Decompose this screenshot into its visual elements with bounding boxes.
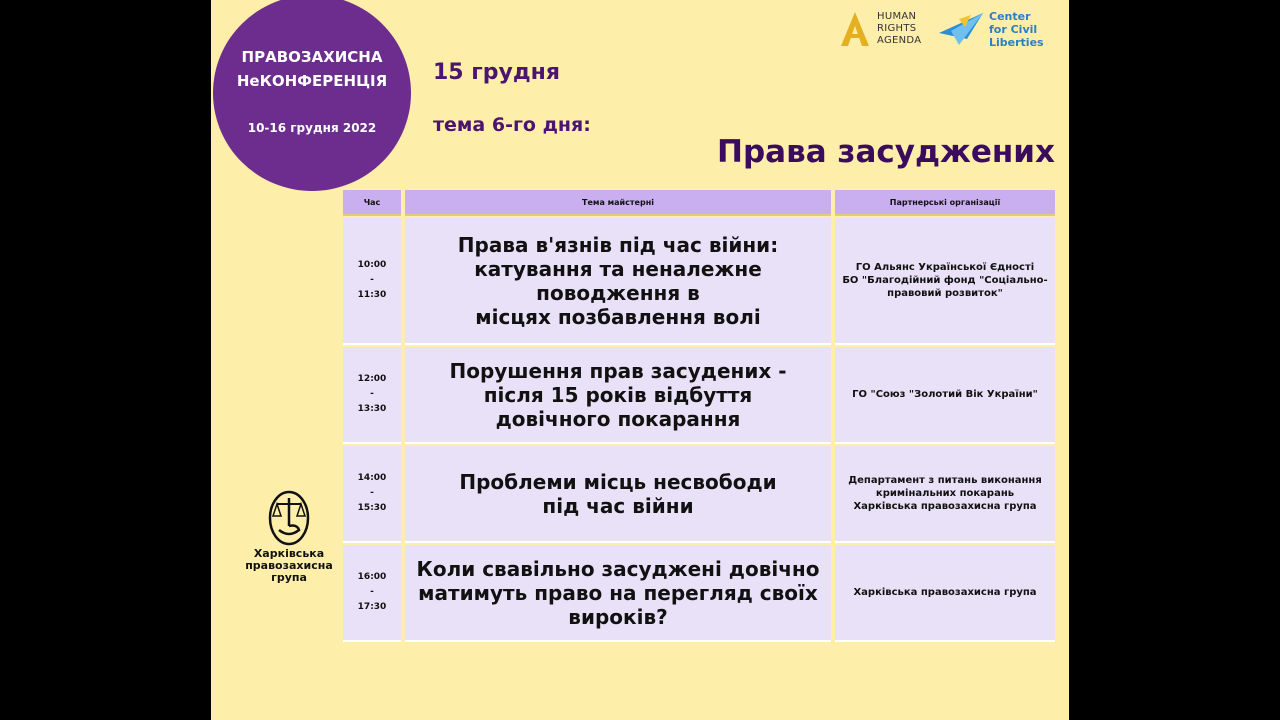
khpg-text-2: правозахисна (245, 559, 333, 572)
header-topic: Тема майстерні (405, 190, 831, 216)
row-3-time (343, 446, 401, 543)
center-civil-liberties-logo (937, 6, 1044, 52)
row-1-time-start: 10:00 (357, 260, 387, 270)
badge-line-1: ПРАВОЗАХИСНА (241, 48, 383, 66)
row-3-partner-2: Харківська правозахисна група (853, 501, 1037, 512)
ccl-text-1: Center (989, 9, 1031, 23)
row-4-topic (405, 545, 831, 642)
row-2-partner-1: ГО "Союз "Золотий Вік України" (852, 389, 1038, 400)
row-3-topic-line-2: під час війни (542, 493, 694, 518)
ccl-bird-icon (937, 9, 985, 49)
row-1-time-end: 11:30 (357, 290, 387, 300)
row-4-topic-line-1: Коли свавільно засуджені довічно (416, 556, 820, 581)
row-2-partners (835, 347, 1055, 444)
row-1-time (343, 218, 401, 345)
row-1-partners (835, 218, 1055, 345)
row-1-partner-1: ГО Альянс Української Єдності (855, 262, 1035, 273)
row-4-time-start: 16:00 (357, 572, 387, 582)
hra-text-3: AGENDA (877, 35, 922, 46)
row-2-topic (405, 347, 831, 444)
conference-badge (213, 0, 411, 191)
row-3-topic (405, 446, 831, 543)
row-2-time (343, 347, 401, 444)
hra-text-2: RIGHTS (877, 23, 917, 34)
kharkiv-human-rights-group-logo (239, 490, 339, 584)
khpg-text-3: група (271, 571, 307, 584)
row-4-time-end: 17:30 (357, 602, 387, 612)
khpg-text-1: Харківська (253, 547, 325, 560)
header-partners: Партнерські організації (835, 190, 1055, 216)
row-3-time-dash: - (370, 488, 374, 498)
row-1-topic-line-3: поводження в (536, 280, 700, 305)
row-4-partner-1: Харківська правозахисна група (853, 587, 1037, 598)
row-3-time-end: 15:30 (357, 503, 387, 513)
khpg-emblem-icon (267, 490, 311, 546)
day-date: 15 грудня (433, 60, 560, 85)
ccl-text-2: for Civil (989, 22, 1038, 36)
row-1-topic-line-1: Права в'язнів під час війни: (457, 232, 779, 257)
row-4-time (343, 545, 401, 642)
header-time: Час (343, 190, 401, 216)
theme-label: тема 6-го дня: (433, 114, 591, 136)
row-3-partners (835, 446, 1055, 543)
theme-title: Права засуджених (717, 134, 1055, 170)
row-2-time-start: 12:00 (357, 374, 387, 384)
badge-line-2: НеКОНФЕРЕНЦІЯ (236, 72, 388, 90)
slide (211, 0, 1069, 720)
row-4-topic-line-3: вироків? (568, 604, 668, 629)
row-3-topic-line-1: Проблеми місць несвободи (459, 469, 777, 494)
row-2-time-dash: - (370, 389, 374, 399)
hra-a-icon (839, 10, 871, 48)
row-2-topic-line-3: довічного покарання (495, 406, 741, 431)
row-4-topic-line-2: матимуть право на перегляд своїх (418, 580, 818, 605)
row-1-topic-line-4: місцях позбавлення волі (475, 304, 761, 329)
badge-dates: 10-16 грудня 2022 (247, 121, 377, 135)
row-1-topic-line-2: катування та неналежне (474, 256, 762, 281)
row-3-time-start: 14:00 (357, 473, 387, 483)
human-rights-agenda-logo (839, 8, 921, 50)
row-2-time-end: 13:30 (357, 404, 387, 414)
row-2-topic-line-2: після 15 років відбуття (483, 382, 753, 407)
hra-text-1: HUMAN (877, 11, 917, 22)
row-1-partner-2: БО "Благодійний фонд "Соціально-правовий розвиток" (842, 275, 1048, 299)
row-1-time-dash: - (370, 275, 374, 285)
row-4-time-dash: - (370, 587, 374, 597)
row-2-topic-line-1: Порушення прав засудених - (449, 358, 787, 383)
ccl-text-3: Liberties (989, 35, 1044, 49)
row-4-partners (835, 545, 1055, 642)
row-1-topic (405, 218, 831, 345)
row-3-partner-1: Департамент з питань виконання кримінальних покарань (848, 475, 1042, 499)
